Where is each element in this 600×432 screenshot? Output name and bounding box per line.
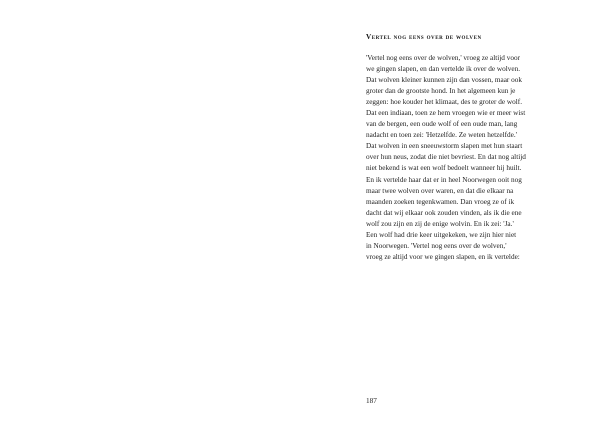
text-line: Dat wolven in een sneeuwstorm slapen met hun staart xyxy=(366,142,523,151)
text-line: we gingen slapen, en dan vertelde ik over de wolven. xyxy=(366,65,521,74)
text-line: zeggen: hoe kouder het klimaat, des te groter de wolf. xyxy=(366,98,523,107)
text-line: van de bergen, een oude wolf of een oude man, lang xyxy=(366,120,518,129)
body-text xyxy=(366,53,576,263)
text-line: over hun neus, zodat die niet bevriest. En dat nog altijd xyxy=(366,153,526,162)
text-line: maanden zoeken tegenkwamen. Dan vroeg ze of ik xyxy=(366,197,515,206)
text-line: groter dan de grootste hond. In het algemeen kun je xyxy=(366,87,516,96)
text-line: wolf zou zijn en zij de enige wolvin. En ik zei: 'Ja.' xyxy=(366,219,514,228)
text-line: in Noorwegen. 'Vertel nog eens over de wolven,' xyxy=(366,241,507,250)
text-line: Dat een indiaan, toen ze hem vroegen wie er meer wist xyxy=(366,109,526,118)
chapter-title: Vertel nog eens over de wolven xyxy=(366,33,482,41)
text-line: nadacht en toen zei: 'Hetzelfde. Ze weten hetzelfde.' xyxy=(366,131,517,140)
page-number: 187 xyxy=(366,397,377,405)
text-line: Dat wolven kleiner kunnen zijn dan vossen, maar ook xyxy=(366,76,523,85)
text-line: 'Vertel nog eens over de wolven,' vroeg ze altijd voor xyxy=(366,54,521,62)
text-line: dacht dat wij elkaar ook zouden vinden, als ik die ene xyxy=(366,208,522,217)
text-line: Een wolf had drie keer uitgekeken, we zijn hier niet xyxy=(366,230,517,239)
text-line: vroeg ze altijd voor we gingen slapen, en ik vertelde: xyxy=(366,252,520,261)
text-line: En ik vertelde haar dat er in heel Noorwegen ooit nog xyxy=(366,175,522,184)
text-line: maar twee wolven over waren, en dat die elkaar na xyxy=(366,186,514,195)
text-line: niet bekend is wat een wolf bedoelt wanneer hij huilt. xyxy=(366,164,522,173)
